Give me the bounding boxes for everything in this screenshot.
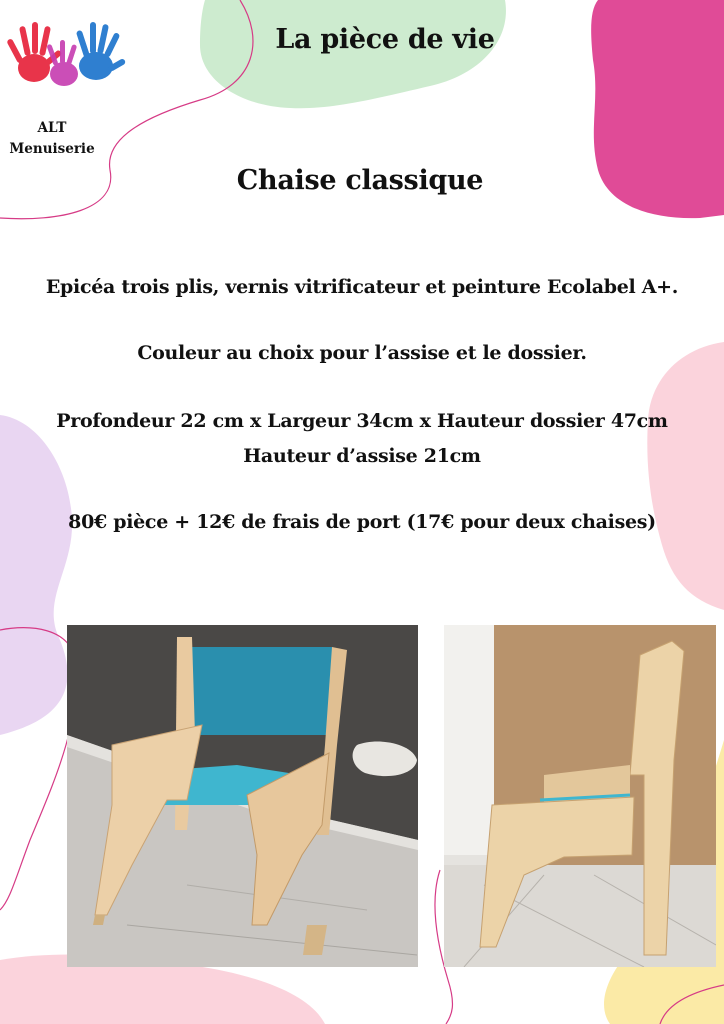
magenta-blob xyxy=(591,0,724,218)
seat-height-text: Hauteur d’assise 21cm xyxy=(243,445,481,467)
brand-line-2: Menuiserie xyxy=(9,141,95,157)
pink-blob-right xyxy=(647,342,724,610)
chair-side-photo xyxy=(444,625,716,967)
color-option-text: Couleur au choix pour l’assise et le dossier. xyxy=(137,342,587,364)
chair-front-photo xyxy=(67,625,418,967)
product-name: Chaise classique xyxy=(236,165,484,196)
material-text: Epicéa trois plis, vernis vitrificateur et peinture Ecolabel A+. xyxy=(45,276,679,298)
dimensions-text: Profondeur 22 cm x Largeur 34cm x Hauteur dossier 47cm xyxy=(56,410,668,432)
brand-line-1: ALT xyxy=(37,120,67,136)
price-text: 80€ pièce + 12€ de frais de port (17€ pour deux chaises) xyxy=(68,511,656,533)
handprints-icon xyxy=(2,16,130,94)
page-title: La pièce de vie xyxy=(275,24,495,55)
brand-name xyxy=(0,118,104,160)
